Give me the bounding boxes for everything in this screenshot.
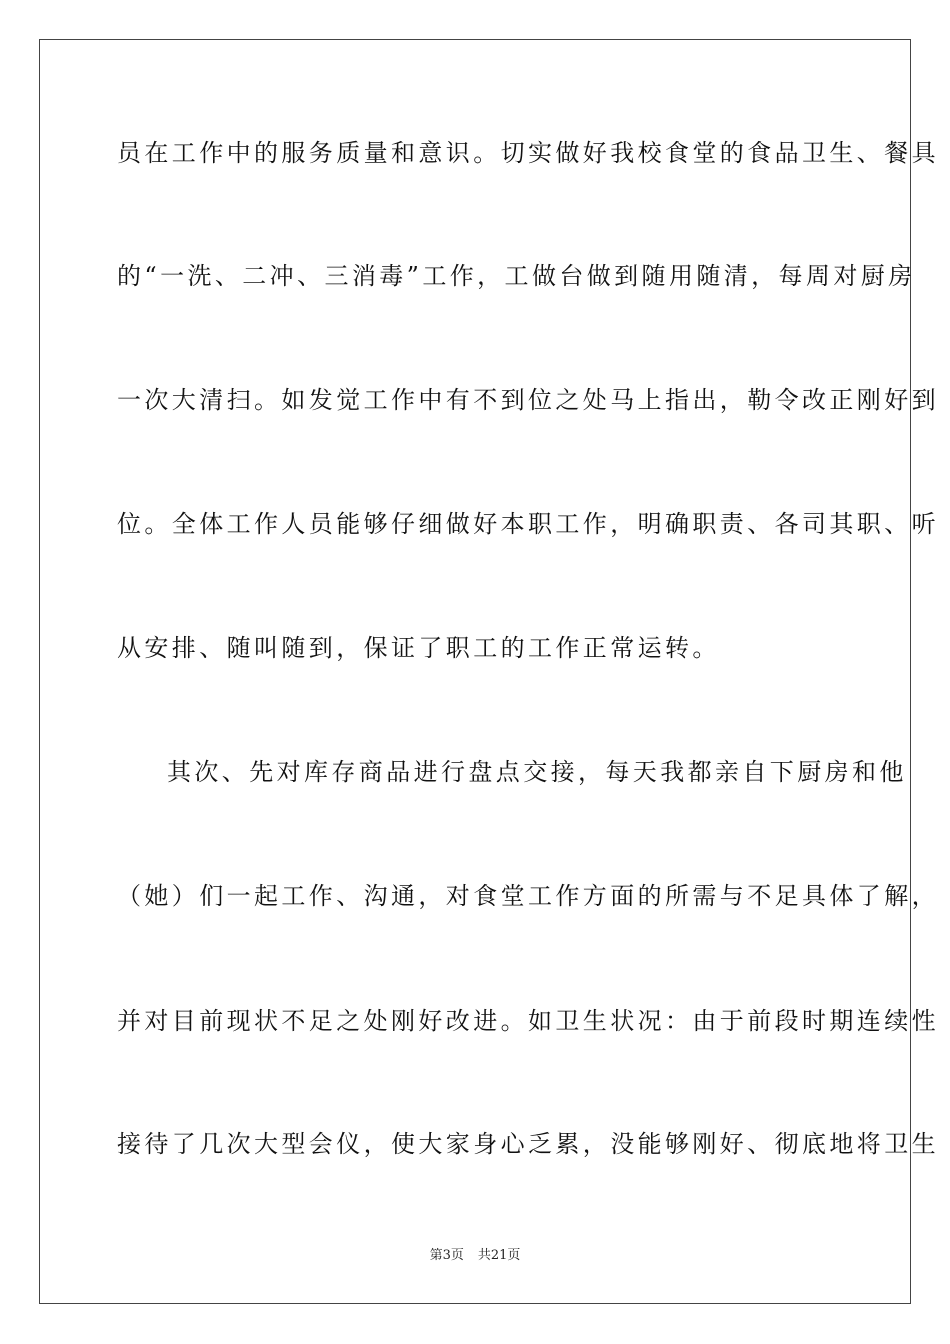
page-frame	[39, 39, 939, 1304]
paragraph-first-line	[117, 756, 907, 788]
page-number-total: 共21页	[477, 1248, 521, 1263]
body-text-line: 从安排、随叫随到，保证了职工的工作正常运转。	[117, 634, 720, 662]
body-text-line: 并对目前现状不足之处刚好改进。如卫生状况：由于前段时期连续性	[117, 1007, 939, 1035]
paragraph-first-line-text: 其次、先对库存商品进行盘点交接，每天我都亲自下厨房和他	[167, 758, 907, 786]
body-text-line: （她）们一起工作、沟通，对食堂工作方面的所需与不足具体了解，	[117, 882, 939, 910]
body-text-line: 的“一洗、二冲、三消毒”工作，工做台做到随用随清，每周对厨房	[117, 262, 916, 290]
body-text-line: 一次大清扫。如发觉工作中有不到位之处马上指出，勒令改正刚好到	[117, 386, 939, 414]
body-text-line: 员在工作中的服务质量和意识。切实做好我校食堂的食品卫生、餐具	[117, 139, 939, 167]
body-text-line: 位。全体工作人员能够仔细做好本职工作，明确职责、各司其职、听	[117, 510, 939, 538]
page-footer	[0, 1247, 950, 1265]
page-number-current: 第3页	[429, 1248, 464, 1263]
body-text-line: 接待了几次大型会仪，使大家身心乏累，没能够刚好、彻底地将卫生	[117, 1130, 939, 1158]
